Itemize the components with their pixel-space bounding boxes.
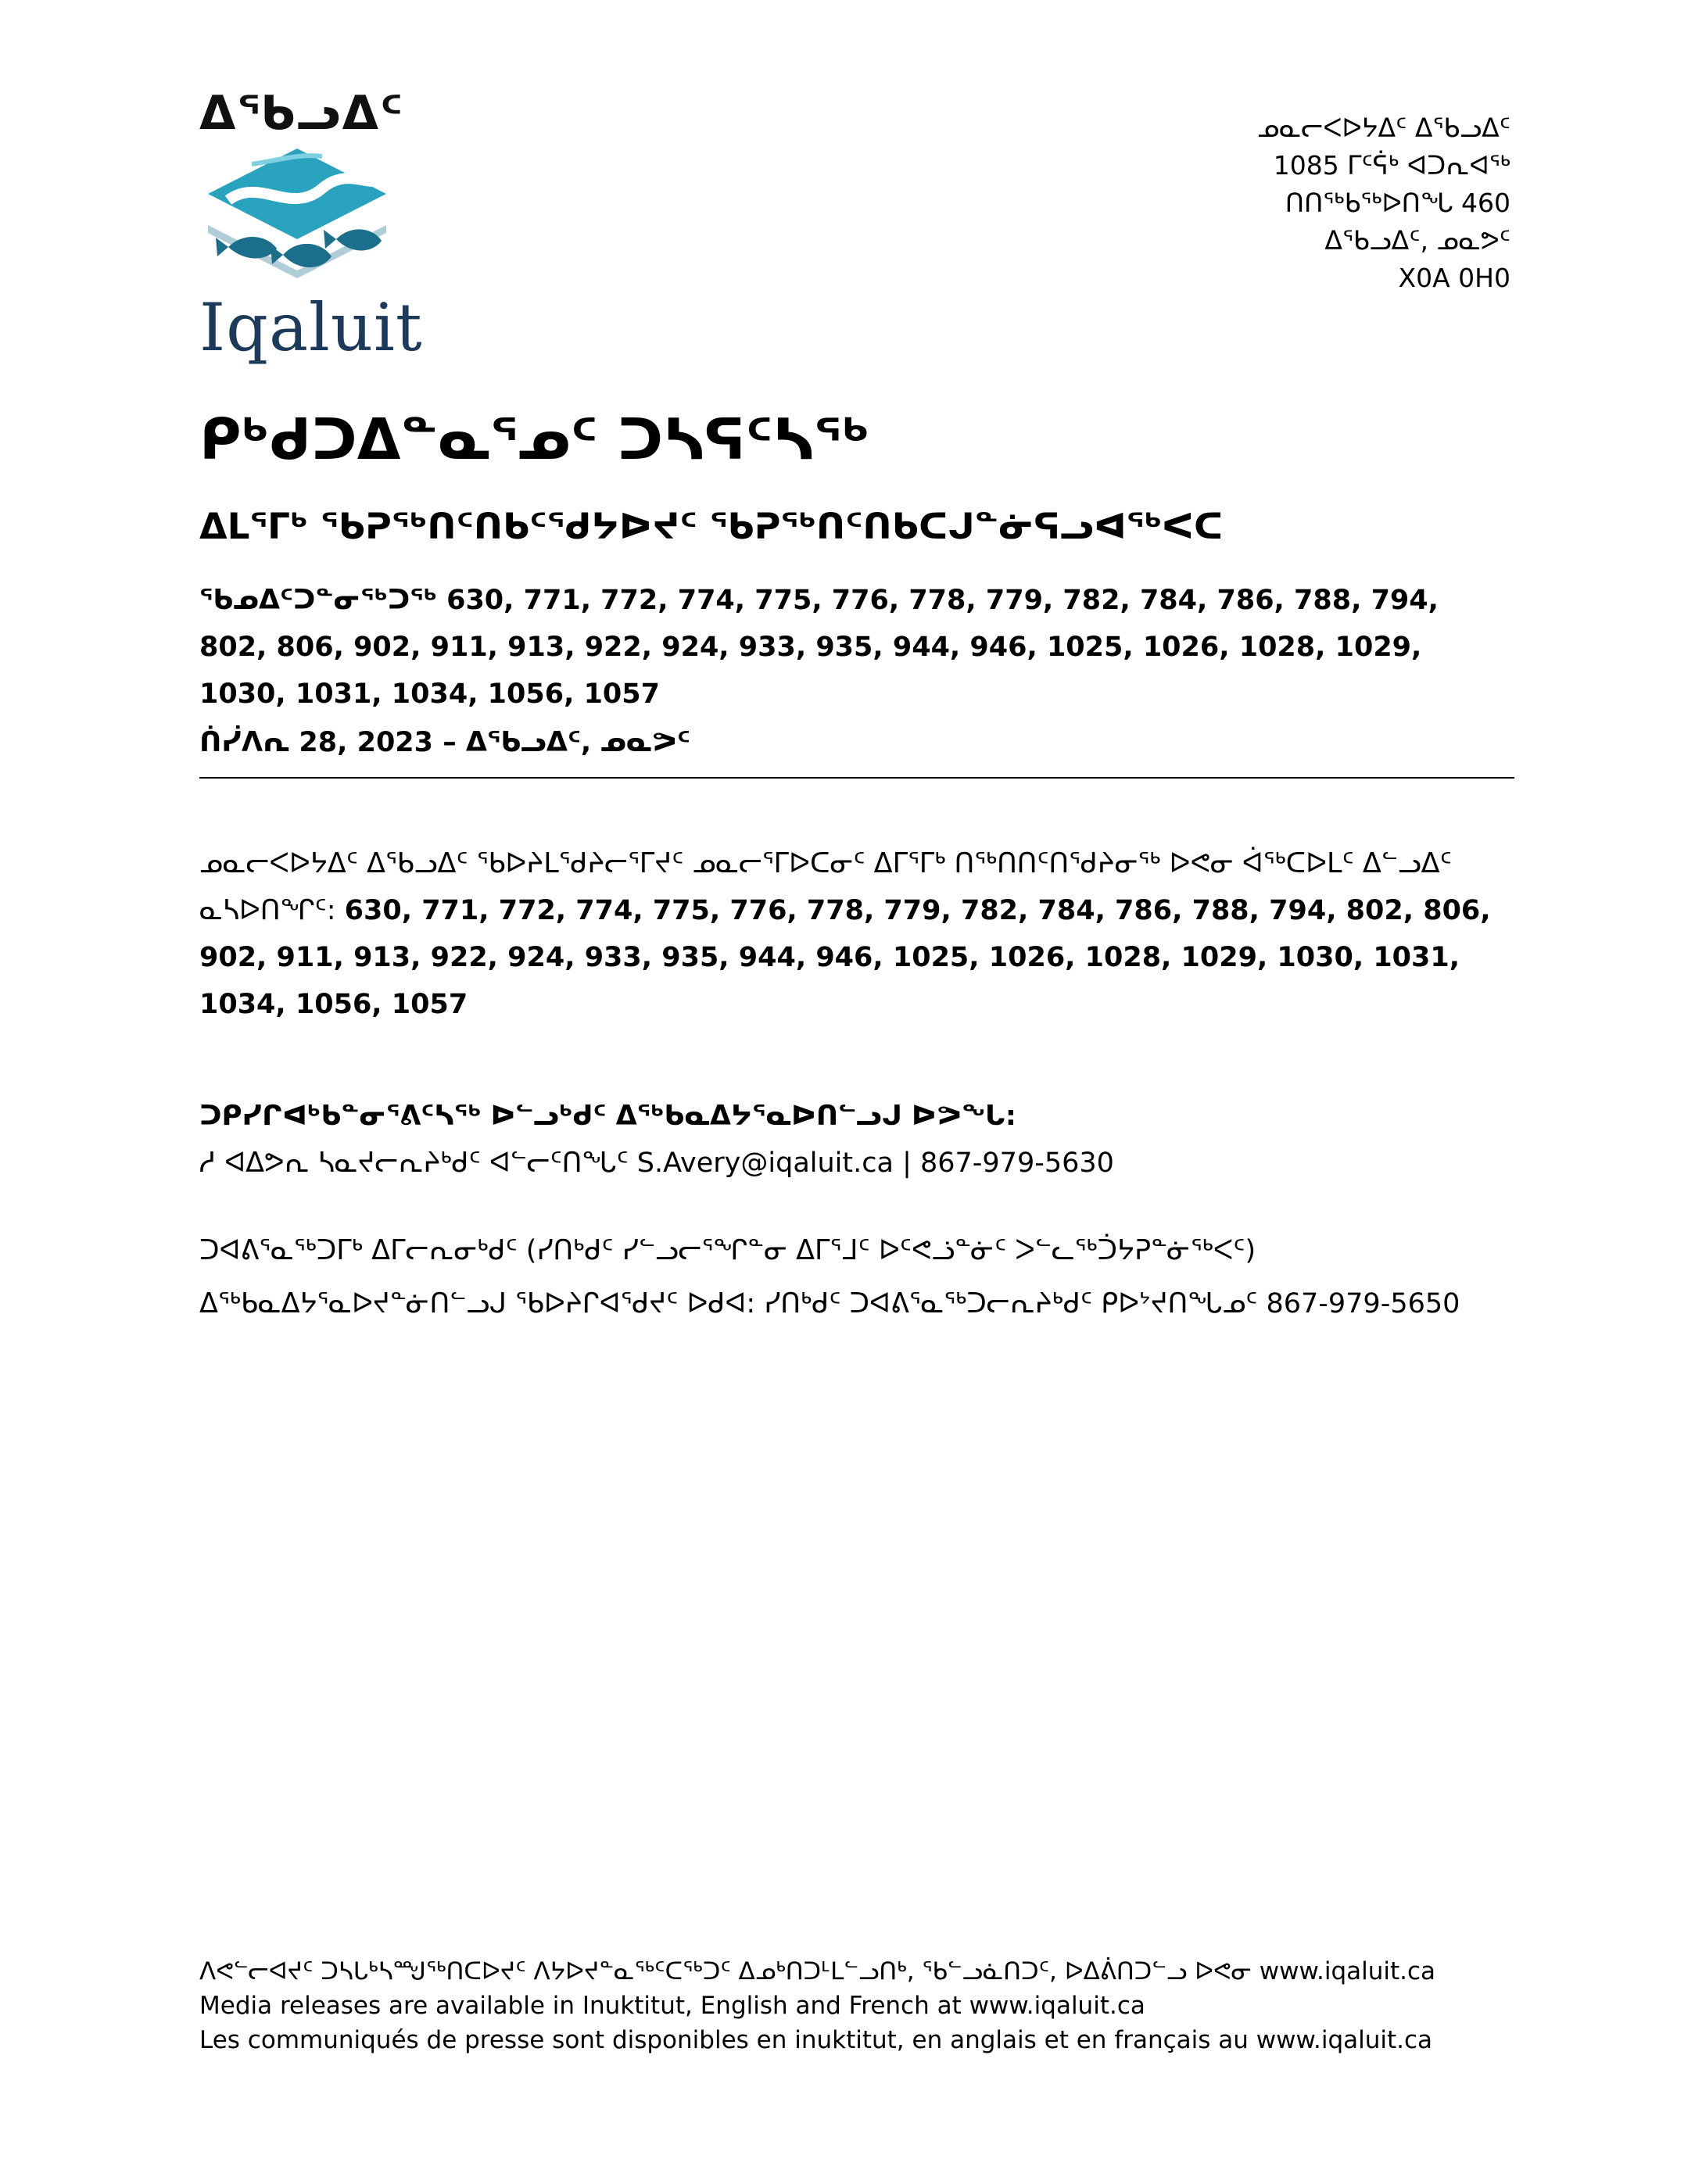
footer-line-french: Les communiqués de presse sont disponibles en inuktitut, en anglais et en français au www.iqaluit.ca xyxy=(199,2026,1433,2054)
dateline: ᑏᓰᐱᕆ 28, 2023 – ᐃᖃᓗᐃᑦ, ᓄᓇᕗᑦ xyxy=(199,727,690,758)
divider xyxy=(199,777,1514,779)
footer-line-inuktitut: ᐱᕙᓪᓕᐊᔪᑦ ᑐᓴᒐᒃᓴᙳᖅᑎᑕᐅᔪᑦ ᐱᔭᐅᔪᓐᓇᖅᑦᑕᖅᑐᑦ ᐃᓄᒃᑎᑐᒻᒪᓪᓗᑎᒃ, ᖃᓪᓗᓈᑎᑐᑦ, ᐅᐃᕖᑎᑐᓪᓗ ᐅᕙᓂ www.iqaluit.ca xyxy=(199,1957,1436,1985)
affected-areas xyxy=(199,577,1497,718)
affected-areas-label: ᖃᓄᐃᑦᑐᓐᓂᖅᑐᖅ xyxy=(199,585,437,616)
footer-line-english: Media releases are available in Inuktitut, English and French at www.iqaluit.ca xyxy=(199,1992,1145,2020)
address-line: X0A 0H0 xyxy=(1398,263,1510,293)
document-subtitle: ᐃᒪᕐᒥᒃ ᖃᕈᖅᑎᑦᑎᑲᑦᕐᑯᔭᐅᔪᑦ ᖃᕈᖅᑎᑦᑎᑲᑕᒍᓐᓃᕋᓗᐊᖅᐸᑕ xyxy=(199,505,1224,547)
city-logo xyxy=(199,86,423,366)
after-hours-line-1: ᑐᐊᕕᕐᓇᖅᑐᒥᒃ ᐃᒥᓕᕆᓂᒃᑯᑦ (ᓯᑎᒃᑯᑦ ᓯᓪᓗᓕᕐᖏᓐᓂ ᐃᒥᕐᒧᑦ ᐅᑦᕙᓘᓐᓃᑦ ᐳᓪᓚᖅᑑᔭᕈᓐᓃᖅᐸᑦ) xyxy=(199,1235,1256,1266)
address-line: 1085 ᒥᑦᕌᒃ ᐊᑐᕆᐊᖅ xyxy=(1273,150,1510,181)
iqaluit-emblem-icon xyxy=(205,145,389,294)
logo-syllabics: ᐃᖃᓗᐃᑦ xyxy=(199,86,404,141)
after-hours-line-2: ᐃᖅᑲᓇᐃᔭᕐᓇᐅᔪᓐᓃᑎᓪᓗᒍ ᖃᐅᔨᒋᐊᕐᑯᔪᑦ ᐅᑯᐊ: ᓯᑎᒃᑯᑦ ᑐᐊᕕᕐᓇᖅᑐᓕᕆᔨᒃᑯᑦ ᑭᐅᔾᔪᑎᖓᓄᑦ 867-979-5650 xyxy=(199,1288,1460,1319)
body-numbers: 630, 771, 772, 774, 775, 776, 778, 779, 782, 784, 786, 788, 794, 802, 806, 902, 911, 913, 922, 924, 933, 935, 944, 946, 1025, 1026, 1028, 1029, 1030, 1031, 1034, 1056, 1057 xyxy=(199,895,1491,1020)
address-line: ᑎᑎᖅᑲᖅᐅᑎᖓ 460 xyxy=(1285,188,1510,218)
body-paragraph xyxy=(199,840,1513,1028)
address-line: ᐃᖃᓗᐃᑦ, ᓄᓇᕗᑦ xyxy=(1324,225,1510,256)
document-title: ᑭᒃᑯᑐᐃᓐᓇᕐᓄᑦ ᑐᓴᕋᑦᓴᖅ xyxy=(199,406,870,472)
mailing-address xyxy=(1257,109,1510,297)
address-line: ᓄᓇᓕᐸᐅᔭᐃᑦ ᐃᖃᓗᐃᑦ xyxy=(1257,113,1510,143)
body-text: ᓄᓇᓕᐸᐅᔭᐃᑦ ᐃᖃᓗᐃᑦ ᖃᐅᔨᒪᕐᑯᔨᓕᕐᒥᔪᑦ ᓄᓇᓕᕐᒥᐅᑕᓂᑦ ᐃᒥᕐᒥᒃ ᑎᖅᑎᑎᑦᑎᕐᑯᔨᓂᖅ ᐅᕙᓂ ᐋᖅᑕᐅᒪᑦ ᐃᓪᓗᐃᑦ ᓇᓴᐅᑎᖏᑦ: xyxy=(199,848,1452,926)
affected-areas-numbers: 630, 771, 772, 774, 775, 776, 778, 779, 782, 784, 786, 788, 794, 802, 806, 902, 911, 913, 922, 924, 933, 935, 944, 946, 1025, 1026, 1028, 1029, 1030, 1031, 1034, 1056, 1057 xyxy=(199,585,1439,710)
contact-line: ᓱ ᐊᐃᕗᕆ ᓴᓇᔪᓕᕆᔨᒃᑯᑦ ᐊᓪᓕᑦᑎᖓᑦ S.Avery@iqaluit.ca | 867-979-5630 xyxy=(199,1147,1114,1179)
contact-heading: ᑐᑭᓯᒋᐊᒃᑲᓐᓂᕐᕕᑦᓴᖅ ᐅᓪᓗᒃᑯᑦ ᐃᖅᑲᓇᐃᔭᕐᓇᐅᑎᓪᓗᒍ ᐅᕗᖓ: xyxy=(199,1101,1016,1132)
footer xyxy=(199,1954,1435,2057)
logo-wordmark: Iqaluit xyxy=(199,289,423,366)
